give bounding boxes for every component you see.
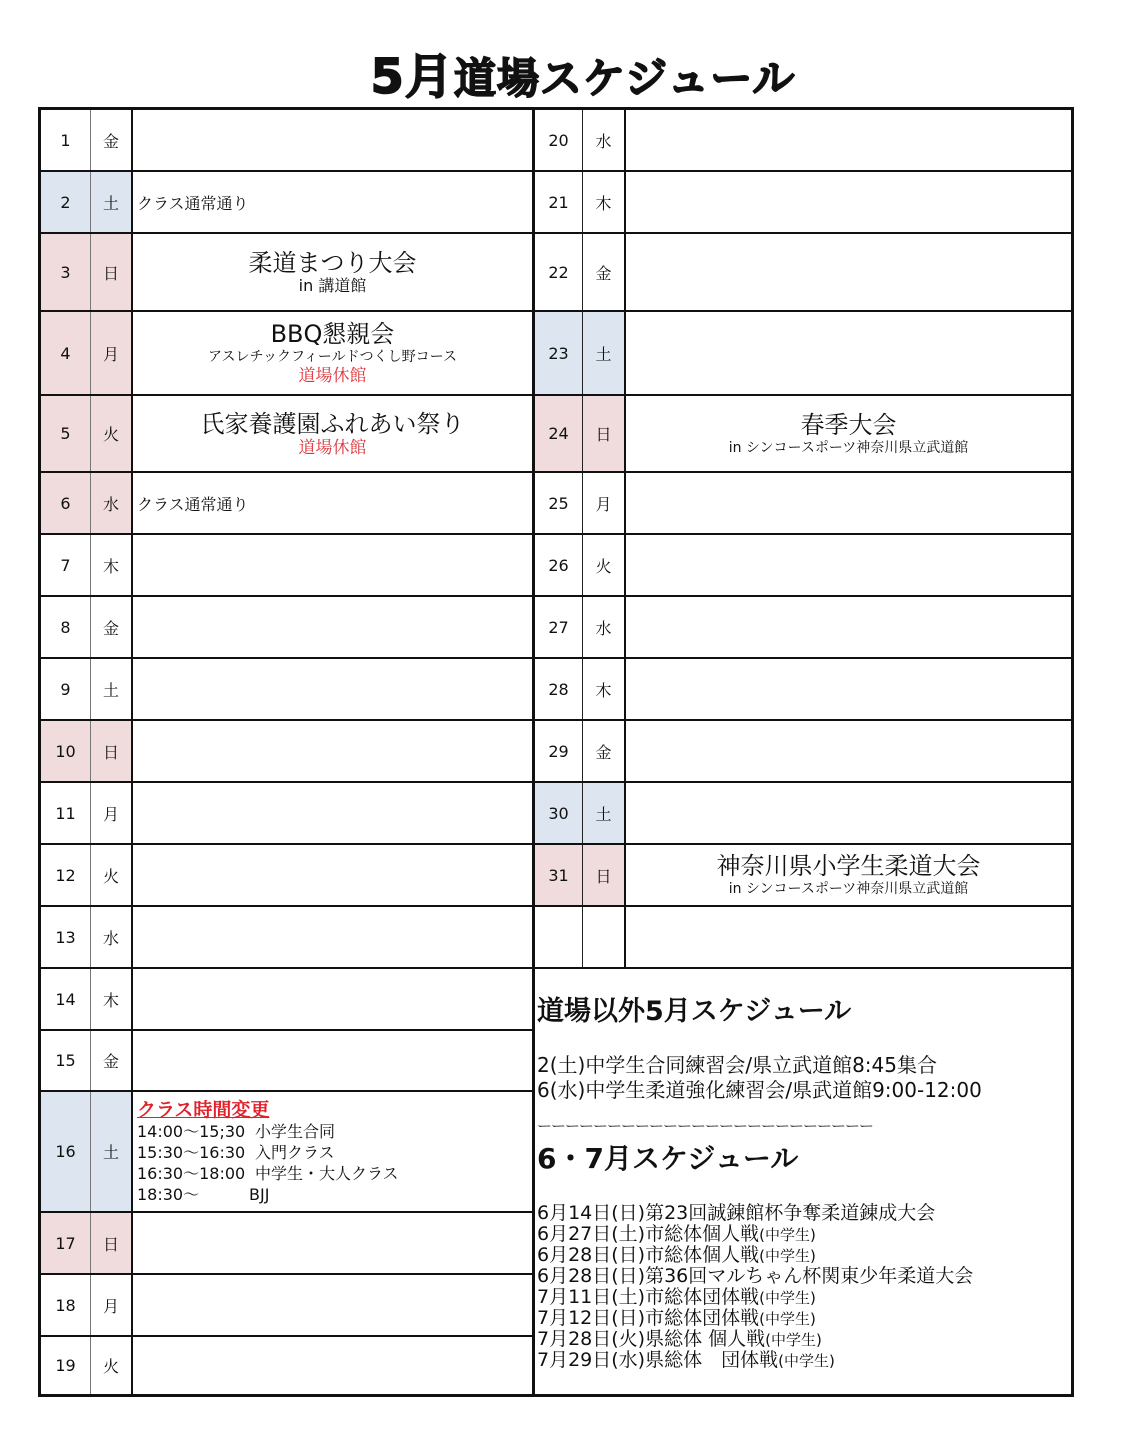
page-title [0, 38, 1136, 107]
june-july-item [537, 1224, 816, 1246]
event-cell [626, 172, 1071, 232]
table-row [41, 535, 532, 597]
time-line [137, 1142, 532, 1163]
class-time-change [133, 1092, 532, 1211]
weekday: 日 [583, 845, 626, 905]
event-cell [133, 969, 532, 1029]
item-text: 6月27日(土)市総体個人戦 [537, 1223, 760, 1245]
class-name: BJJ [249, 1184, 270, 1204]
event-cell [133, 1031, 532, 1090]
item-text: 6月28日(日)第36回マルちゃん杯関東少年柔道大会 [537, 1265, 974, 1287]
day-number: 11 [41, 783, 91, 843]
event-cell [133, 1275, 532, 1335]
other-schedule-box [532, 967, 1071, 1397]
event-cell [133, 110, 532, 170]
day-number: 18 [41, 1275, 91, 1335]
day-number: 24 [535, 396, 583, 471]
day-number: 17 [41, 1213, 91, 1273]
event-cell [133, 1213, 532, 1273]
weekday: 月 [583, 473, 626, 533]
event-cell [626, 396, 1071, 471]
event-note: クラス通常通り [137, 494, 249, 514]
table-row [41, 234, 532, 312]
weekday: 金 [91, 597, 133, 657]
item-text: 7月29日(水)県総体 団体戦 [537, 1349, 779, 1371]
event-venue: in 講道館 [298, 276, 367, 295]
event-cell [626, 907, 1071, 967]
day-number: 2 [41, 172, 91, 232]
table-row [41, 110, 532, 172]
table-row [535, 535, 1071, 597]
dojo-closed-label: 道場休館 [298, 366, 367, 386]
table-row [41, 721, 532, 783]
table-row [535, 845, 1071, 907]
weekday: 日 [91, 1213, 133, 1273]
class-name: 中学生・大人クラス [255, 1163, 399, 1183]
event-cell [133, 907, 532, 967]
day-number: 27 [535, 597, 583, 657]
day-number: 10 [41, 721, 91, 781]
weekday: 月 [91, 312, 133, 394]
item-note: (中学生) [759, 1247, 816, 1265]
table-row [41, 907, 532, 969]
june-july-item [537, 1329, 822, 1351]
table-row [41, 1092, 532, 1213]
table-row [41, 1031, 532, 1092]
time-range: 16:30〜18:00 [137, 1163, 246, 1183]
class-name: 入門クラス [255, 1142, 335, 1162]
day-number: 8 [41, 597, 91, 657]
event-cell [133, 721, 532, 781]
june-july-item [537, 1308, 816, 1330]
day-number: 5 [41, 396, 91, 471]
table-row [41, 1275, 532, 1337]
day-number: 3 [41, 234, 91, 310]
table-row [41, 969, 532, 1031]
time-range: 15:30〜16:30 [137, 1142, 246, 1162]
weekday: 火 [91, 396, 133, 471]
day-number: 25 [535, 473, 583, 533]
event-cell [626, 535, 1071, 595]
title-text: 道場スケジュール [453, 54, 796, 103]
june-july-item [537, 1350, 835, 1372]
event-cell [626, 845, 1071, 905]
weekday: 土 [91, 659, 133, 719]
divider-line: ーーーーーーーーーーーーーーーーーーーーーーーー [537, 1117, 874, 1135]
day-number: 23 [535, 312, 583, 394]
item-text: 7月12日(日)市総体団体戦 [537, 1307, 760, 1329]
event-cell [133, 535, 532, 595]
item-note: (中学生) [759, 1226, 816, 1244]
item-note: (中学生) [778, 1352, 835, 1370]
item-text: 7月11日(土)市総体団体戦 [537, 1286, 760, 1308]
weekday: 土 [583, 312, 626, 394]
weekday [583, 907, 626, 967]
event-cell [626, 597, 1071, 657]
weekday: 金 [583, 234, 626, 310]
weekday: 水 [583, 110, 626, 170]
day-number: 15 [41, 1031, 91, 1090]
event-title: 春季大会 [800, 410, 897, 439]
weekday: 月 [91, 783, 133, 843]
item-text: 7月28日(火)県総体 個人戦 [537, 1328, 766, 1350]
day-number: 4 [41, 312, 91, 394]
table-row [41, 659, 532, 721]
event-cell [626, 312, 1071, 394]
weekday: 水 [583, 597, 626, 657]
day-number: 28 [535, 659, 583, 719]
day-number: 9 [41, 659, 91, 719]
dojo-closed-label: 道場休館 [298, 437, 367, 458]
day-number: 19 [41, 1337, 91, 1394]
event-cell [133, 845, 532, 905]
june-july-item [537, 1287, 816, 1309]
event-cell [626, 721, 1071, 781]
time-line [137, 1163, 532, 1184]
weekday: 木 [91, 535, 133, 595]
table-row [41, 473, 532, 535]
weekday: 水 [91, 473, 133, 533]
weekday: 金 [91, 110, 133, 170]
table-row [535, 312, 1071, 396]
item-note: (中学生) [765, 1331, 822, 1349]
event-title: 柔道まつり大会 [248, 249, 417, 277]
weekday: 月 [91, 1275, 133, 1335]
weekday: 水 [91, 907, 133, 967]
table-row [535, 907, 1071, 969]
table-row [535, 721, 1071, 783]
time-change-heading: クラス時間変更 [137, 1098, 270, 1121]
day-number: 20 [535, 110, 583, 170]
event-cell [133, 172, 532, 232]
event-cell [133, 473, 532, 533]
item-note: (中学生) [759, 1289, 816, 1307]
weekday: 木 [583, 659, 626, 719]
event-venue: アスレチックフィールドつくし野コース [208, 349, 457, 365]
table-row [41, 597, 532, 659]
table-row [41, 312, 532, 396]
day-number: 30 [535, 783, 583, 843]
time-line [137, 1184, 532, 1205]
table-row [535, 110, 1071, 172]
weekday: 土 [91, 1092, 133, 1211]
event-cell [626, 110, 1071, 170]
june-july-item [537, 1266, 973, 1288]
day-number: 22 [535, 234, 583, 310]
time-line [137, 1121, 532, 1142]
weekday: 金 [583, 721, 626, 781]
event-cell [133, 312, 532, 394]
day-number [535, 907, 583, 967]
june-july-item [537, 1245, 816, 1267]
event-cell [133, 1337, 532, 1394]
item-text: 6月14日(日)第23回誠錬館杯争奪柔道錬成大会 [537, 1202, 936, 1224]
item-text: 6月28日(日)市総体個人戦 [537, 1244, 760, 1266]
day-number: 29 [535, 721, 583, 781]
table-row [535, 783, 1071, 845]
day-number: 31 [535, 845, 583, 905]
table-row [41, 1213, 532, 1275]
event-cell [626, 234, 1071, 310]
table-row [41, 845, 532, 907]
title-month: 5月 [370, 49, 454, 105]
event-cell [626, 783, 1071, 843]
weekday: 金 [91, 1031, 133, 1090]
time-range: 14:00〜15;30 [137, 1121, 246, 1141]
june-july-item [537, 1203, 935, 1225]
weekday: 火 [91, 845, 133, 905]
weekday: 日 [91, 234, 133, 310]
day-number: 13 [41, 907, 91, 967]
item-note: (中学生) [759, 1310, 816, 1328]
table-row [535, 396, 1071, 473]
outside-may-item: 2(土)中学生合同練習会/県立武道館8:45集合 [537, 1053, 937, 1077]
day-number: 26 [535, 535, 583, 595]
event-cell [133, 597, 532, 657]
event-cell [133, 659, 532, 719]
weekday: 日 [91, 721, 133, 781]
day-number: 14 [41, 969, 91, 1029]
event-title: 氏家養護園ふれあい祭り [200, 409, 465, 438]
weekday: 木 [583, 172, 626, 232]
day-number: 1 [41, 110, 91, 170]
table-row [41, 783, 532, 845]
event-cell [626, 659, 1071, 719]
event-cell [133, 396, 532, 471]
table-row [41, 1337, 532, 1394]
event-title: 神奈川県小学生柔道大会 [716, 852, 981, 880]
schedule-sheet [38, 107, 1074, 1397]
weekday: 土 [91, 172, 133, 232]
day-number: 7 [41, 535, 91, 595]
weekday: 火 [583, 535, 626, 595]
weekday: 木 [91, 969, 133, 1029]
day-number: 12 [41, 845, 91, 905]
table-row [535, 473, 1071, 535]
outside-may-item: 6(水)中学生柔道強化練習会/県武道館9:00-12:00 [537, 1078, 982, 1102]
event-venue: in シンコースポーツ神奈川県立武道館 [728, 881, 969, 897]
event-venue: in シンコースポーツ神奈川県立武道館 [728, 439, 969, 456]
event-note: クラス通常通り [137, 193, 249, 213]
class-name: 小学生合同 [255, 1121, 336, 1141]
event-title: BBQ懇親会 [270, 320, 395, 348]
time-range: 18:30〜 [137, 1184, 200, 1204]
event-cell [133, 783, 532, 843]
weekday: 火 [91, 1337, 133, 1394]
table-row [41, 172, 532, 234]
weekday: 土 [583, 783, 626, 843]
day-number: 16 [41, 1092, 91, 1211]
june-july-heading: 6・7月スケジュール [537, 1142, 799, 1175]
event-cell [133, 234, 532, 310]
table-row [535, 659, 1071, 721]
day-number: 21 [535, 172, 583, 232]
event-cell [626, 473, 1071, 533]
table-row [535, 172, 1071, 234]
day-number: 6 [41, 473, 91, 533]
table-row [41, 396, 532, 473]
table-row [535, 234, 1071, 312]
weekday: 日 [583, 396, 626, 471]
table-row [535, 597, 1071, 659]
outside-may-heading: 道場以外5月スケジュール [537, 996, 852, 1027]
